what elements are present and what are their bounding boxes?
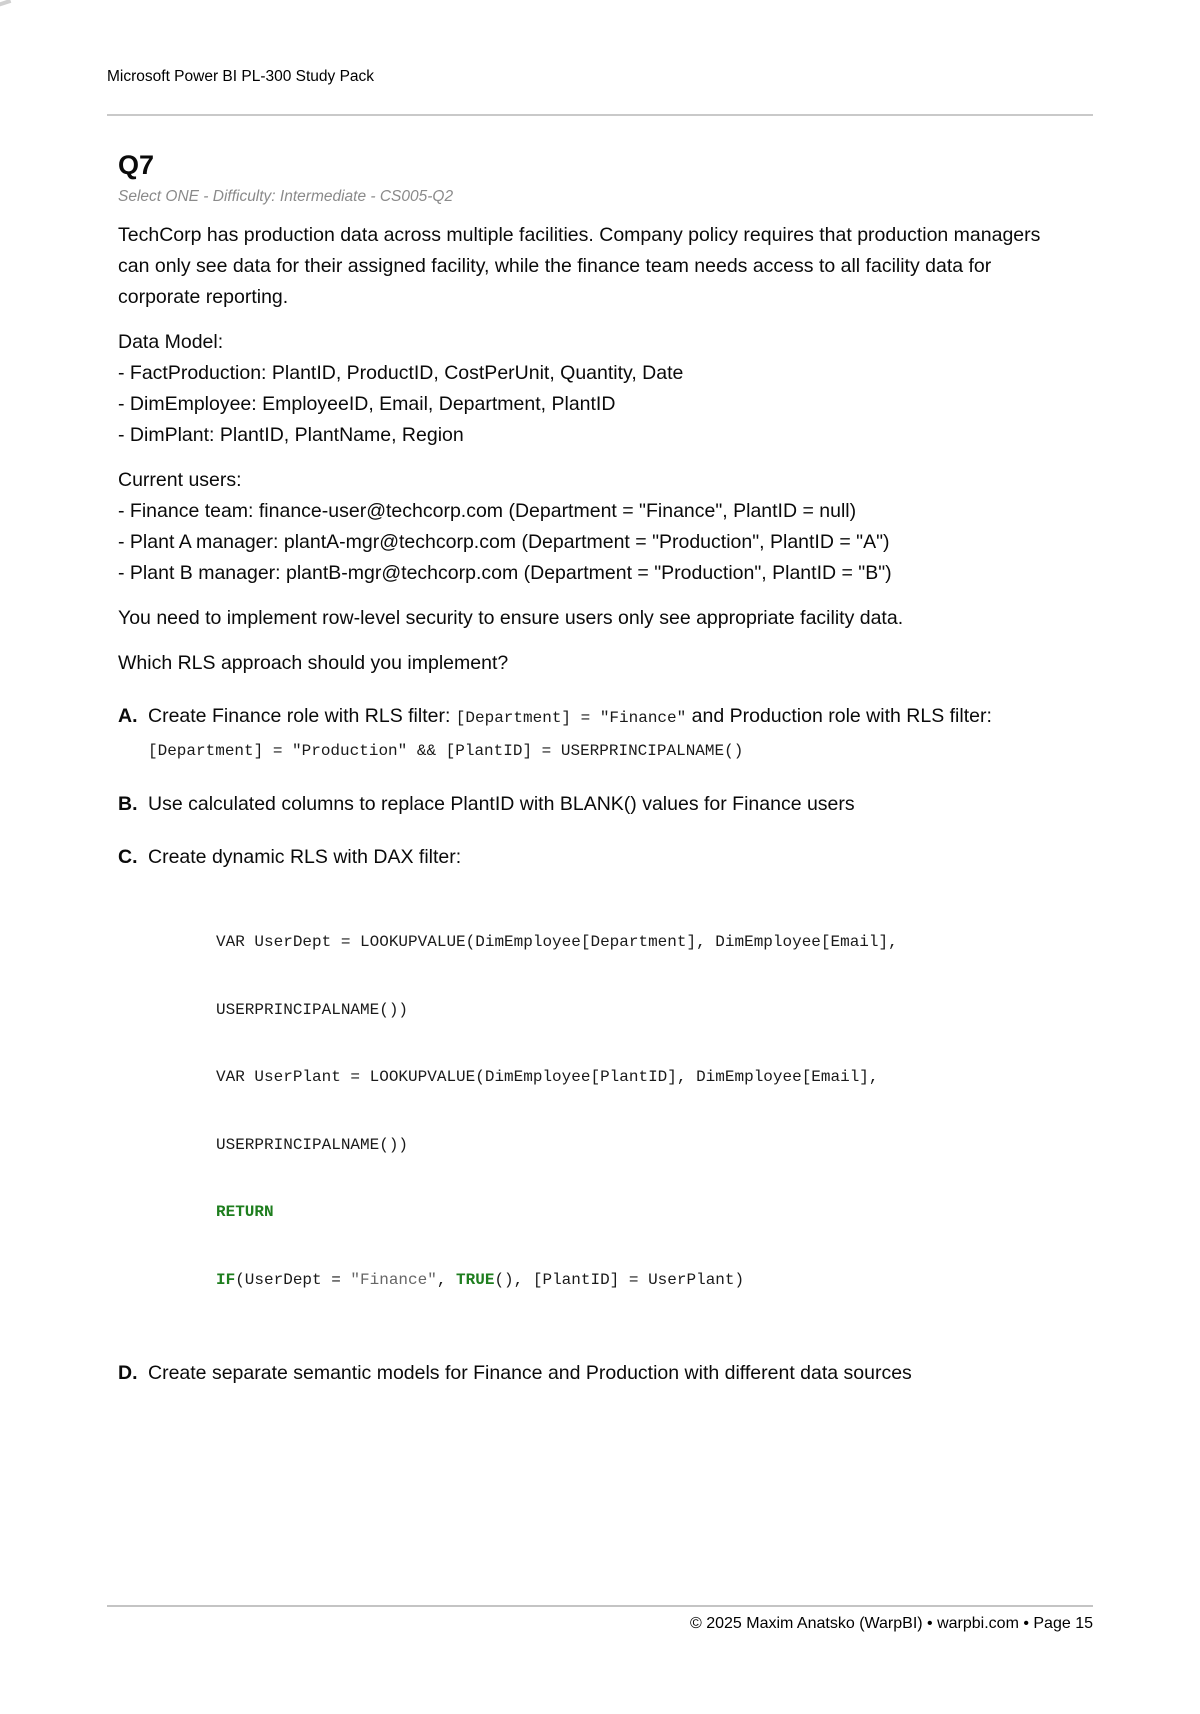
code-token: VAR UserDept = LOOKUPVALUE(DimEmployee[Department], DimEmployee[Email], — [216, 933, 898, 951]
option-b-letter: B. — [118, 793, 138, 815]
code-string-token: "Finance" — [350, 1270, 437, 1289]
doc-header-title: Microsoft Power BI PL-300 Study Pack — [107, 68, 375, 85]
option-a-text — [148, 705, 992, 760]
code-token: (UserDept = — [235, 1270, 351, 1289]
option-a-text-segment: and Production role with RLS filter: — [686, 705, 992, 727]
code-token: USERPRINCIPALNAME()) — [216, 1135, 409, 1154]
data-model-item: - DimEmployee: EmployeeID, Email, Department, PlantID — [118, 393, 616, 415]
question-prompt: Which RLS approach should you implement? — [118, 652, 509, 674]
option-a — [118, 701, 1048, 767]
screenshot-corner-artifact — [0, 0, 11, 7]
data-model-item: - DimPlant: PlantID, PlantName, Region — [118, 424, 464, 446]
data-model-item: - FactProduction: PlantID, ProductID, CostPerUnit, Quantity, Date — [118, 362, 684, 384]
code-token: VAR UserPlant = LOOKUPVALUE(DimEmployee[PlantID], DimEmployee[Email], — [216, 1068, 879, 1086]
current-user-item: - Plant B manager: plantB-mgr@techcorp.com (Department = "Production", PlantID = "B") — [118, 562, 892, 584]
code-line — [216, 1269, 1048, 1292]
code-line — [216, 1201, 1048, 1224]
current-user-item: - Plant A manager: plantA-mgr@techcorp.com (Department = "Production", PlantID = "A") — [118, 531, 890, 553]
option-a-inline-code: [Department] = "Production" && [PlantID] = USERPRINCIPALNAME() — [148, 742, 744, 760]
code-line — [216, 999, 1048, 1022]
code-line — [216, 931, 1048, 954]
question-meta: Select ONE - Difficulty: Intermediate - CS005-Q2 — [118, 188, 454, 205]
code-line — [216, 1066, 1048, 1089]
option-b-text: Use calculated columns to replace PlantID with BLANK() values for Finance users — [148, 793, 855, 815]
current-user-item: - Finance team: finance-user@techcorp.com (Department = "Finance", PlantID = null) — [118, 500, 857, 522]
question-intro: TechCorp has production data across multiple facilities. Company policy requires that production managers can only see data for their assigned facility, while the finance team needs access to all facility data for corporate reporting. — [118, 224, 1041, 308]
option-a-letter: A. — [118, 705, 138, 727]
option-d-letter: D. — [118, 1362, 138, 1384]
option-d-text: Create separate semantic models for Finance and Production with different data sources — [148, 1362, 912, 1384]
dax-code-block — [216, 886, 1048, 1336]
header-divider — [107, 114, 1093, 116]
data-model-section — [118, 327, 1048, 451]
code-keyword-token: IF — [216, 1270, 236, 1289]
option-c-letter: C. — [118, 846, 138, 868]
code-token: USERPRINCIPALNAME()) — [216, 1000, 409, 1019]
option-d — [118, 1358, 1048, 1389]
question-number: Q7 — [118, 150, 155, 180]
footer-divider — [107, 1605, 1093, 1607]
option-c-text: Create dynamic RLS with DAX filter: — [148, 846, 462, 868]
option-c — [118, 842, 1048, 1336]
data-model-label: Data Model: — [118, 331, 224, 353]
code-line — [216, 1134, 1048, 1157]
doc-header — [107, 68, 1093, 86]
option-b — [118, 789, 1048, 820]
option-a-text-segment: Create Finance role with RLS filter: — [148, 705, 456, 727]
question-section — [118, 150, 1048, 1389]
code-token: (), [PlantID] = UserPlant) — [494, 1270, 745, 1289]
code-keyword-token: TRUE — [456, 1270, 495, 1289]
options-list — [118, 701, 1048, 1389]
code-keyword-token: RETURN — [216, 1203, 274, 1221]
code-token: , — [436, 1270, 457, 1289]
requirement-text: You need to implement row-level security to ensure users only see appropriate facility data. — [118, 607, 904, 629]
current-users-label: Current users: — [118, 469, 242, 491]
footer-text: © 2025 Maxim Anatsko (WarpBI) • warpbi.com • Page 15 — [689, 1615, 1093, 1632]
current-users-section — [118, 465, 1048, 589]
option-a-inline-code: [Department] = "Finance" — [455, 709, 687, 727]
